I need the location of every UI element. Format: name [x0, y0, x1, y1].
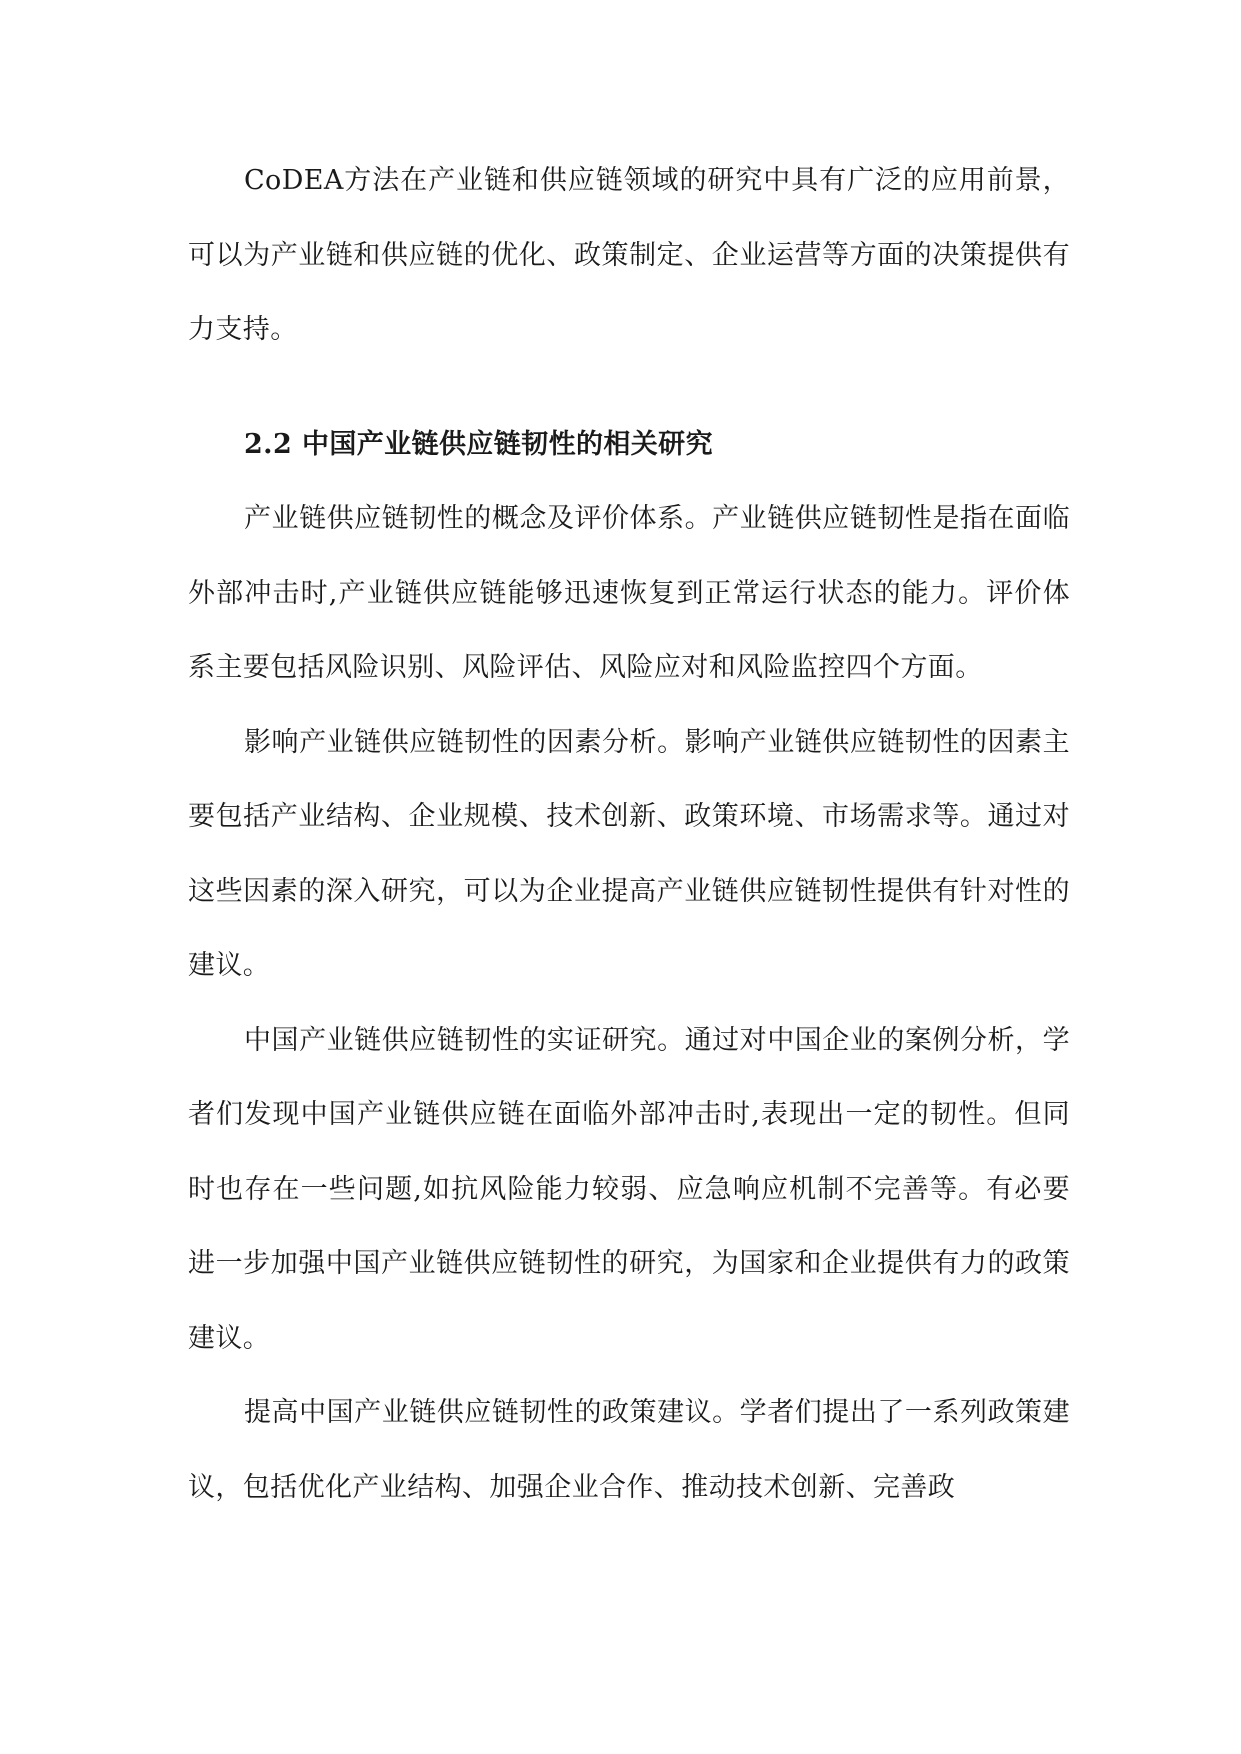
paragraph-codea-applications: CoDEA方法在产业链和供应链领域的研究中具有广泛的应用前景，可以为产业链和供应链的优化、政策制定、企业运营等方面的决策提供有力支持。	[188, 165, 1070, 345]
paragraph-concept-evaluation: 产业链供应链韧性的概念及评价体系。产业链供应链韧性是指在面临外部冲击时,产业链供应链能够迅速恢复到正常运行状态的能力。评价体系主要包括风险识别、风险评估、风险应对和风险监控四个方面。	[188, 503, 1070, 683]
paragraph-policy-suggestions: 提高中国产业链供应链韧性的政策建议。学者们提出了一系列政策建议，包括优化产业结构、加强企业合作、推动技术创新、完善政	[188, 1397, 1070, 1503]
paragraph-empirical-research: 中国产业链供应链韧性的实证研究。通过对中国企业的案例分析，学者们发现中国产业链供应链在面临外部冲击时,表现出一定的韧性。但同时也存在一些问题,如抗风险能力较弱、应急响应机制不完善等。有必要进一步加强中国产业链供应链韧性的研究，为国家和企业提供有力的政策建议。	[188, 1024, 1070, 1354]
section-heading: 2.2 中国产业链供应链韧性的相关研究	[244, 428, 713, 460]
paragraph-influencing-factors: 影响产业链供应链韧性的因素分析。影响产业链供应链韧性的因素主要包括产业结构、企业规模、技术创新、政策环境、市场需求等。通过对这些因素的深入研究，可以为企业提高产业链供应链韧性提供有针对性的建议。	[188, 726, 1070, 981]
document-body	[188, 144, 1070, 1525]
